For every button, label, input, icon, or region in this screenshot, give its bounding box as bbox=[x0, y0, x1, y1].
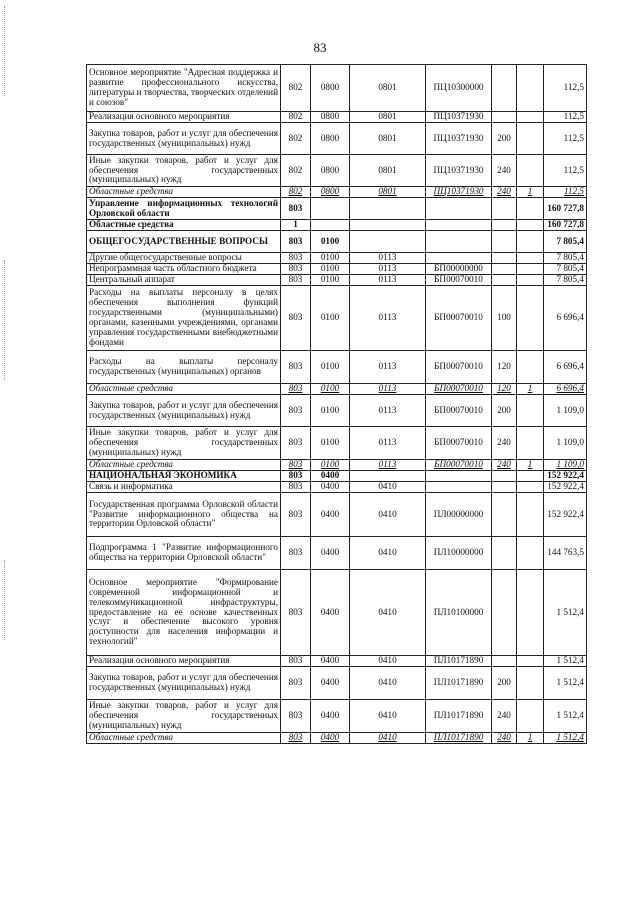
row-section-code: 0100 bbox=[311, 427, 350, 460]
row-funding-source bbox=[517, 667, 544, 700]
row-name: Центральный аппарат bbox=[87, 275, 281, 286]
row-expense-type: 200 bbox=[492, 123, 517, 155]
row-grbs-code: 803 bbox=[281, 482, 311, 493]
row-name: Основное мероприятие "Адресная поддержка и развитие профессионального искусства, литературы и творчества, творческих отделений и союзов" bbox=[87, 65, 281, 112]
row-grbs-code: 803 bbox=[281, 493, 311, 537]
row-subsection-code bbox=[350, 198, 426, 220]
row-subsection-code: 0410 bbox=[350, 493, 426, 537]
row-section-code: 0800 bbox=[311, 112, 350, 123]
row-name: Закупка товаров, работ и услуг для обеспечения государственных (муниципальных) нужд bbox=[87, 123, 281, 155]
row-expense-type: 120 bbox=[492, 384, 517, 395]
row-subsection-code: 0113 bbox=[350, 286, 426, 351]
table-row bbox=[87, 537, 587, 570]
row-section-code: 0400 bbox=[311, 656, 350, 667]
table-row bbox=[87, 493, 587, 537]
row-expense-type bbox=[492, 264, 517, 275]
row-name: Государственная программа Орловской области "Развитие информационного общества на территории Орловской области" bbox=[87, 493, 281, 537]
table-row bbox=[87, 667, 587, 700]
row-name: Иные закупки товаров, работ и услуг для обеспечения государственных (муниципальных) нужд bbox=[87, 700, 281, 733]
row-section-code: 0400 bbox=[311, 700, 350, 733]
row-name: Непрограммная часть областного бюджета bbox=[87, 264, 281, 275]
row-grbs-code: 803 bbox=[281, 471, 311, 482]
row-funding-source bbox=[517, 493, 544, 537]
row-grbs-code: 802 bbox=[281, 112, 311, 123]
row-target-article: ПЛ10171890 bbox=[426, 733, 492, 744]
row-section-code bbox=[311, 220, 350, 231]
row-grbs-code: 803 bbox=[281, 275, 311, 286]
row-name: Закупка товаров, работ и услуг для обеспечения государственных (муниципальных) нужд bbox=[87, 395, 281, 427]
row-grbs-code: 802 bbox=[281, 155, 311, 187]
table-row bbox=[87, 231, 587, 253]
row-amount: 7 805,4 bbox=[544, 275, 587, 286]
row-target-article bbox=[426, 482, 492, 493]
row-expense-type bbox=[492, 656, 517, 667]
row-funding-source bbox=[517, 537, 544, 570]
row-grbs-code: 803 bbox=[281, 286, 311, 351]
row-section-code: 0400 bbox=[311, 471, 350, 482]
row-amount: 1 512,4 bbox=[544, 700, 587, 733]
row-section-code: 0400 bbox=[311, 667, 350, 700]
row-amount: 112,5 bbox=[544, 123, 587, 155]
row-target-article: БП00070010 bbox=[426, 384, 492, 395]
row-target-article: БП00070010 bbox=[426, 351, 492, 384]
row-funding-source bbox=[517, 65, 544, 112]
margin-rule bbox=[4, 260, 6, 380]
row-target-article bbox=[426, 253, 492, 264]
row-amount: 144 763,5 bbox=[544, 537, 587, 570]
row-funding-source bbox=[517, 112, 544, 123]
row-name: НАЦИОНАЛЬНАЯ ЭКОНОМИКА bbox=[87, 471, 281, 482]
table-row bbox=[87, 65, 587, 112]
row-expense-type bbox=[492, 220, 517, 231]
row-section-code: 0100 bbox=[311, 231, 350, 253]
table-row bbox=[87, 384, 587, 395]
row-target-article: ПЛ10100000 bbox=[426, 570, 492, 656]
row-name: Иные закупки товаров, работ и услуг для обеспечения государственных (муниципальных) нужд bbox=[87, 155, 281, 187]
row-amount: 112,5 bbox=[544, 187, 587, 198]
row-name: Иные закупки товаров, работ и услуг для обеспечения государственных (муниципальных) нужд bbox=[87, 427, 281, 460]
row-amount: 7 805,4 bbox=[544, 231, 587, 253]
row-funding-source bbox=[517, 700, 544, 733]
row-subsection-code: 0113 bbox=[350, 460, 426, 471]
row-grbs-code: 803 bbox=[281, 656, 311, 667]
row-section-code: 0100 bbox=[311, 351, 350, 384]
row-grbs-code: 802 bbox=[281, 123, 311, 155]
row-target-article: БП00070010 bbox=[426, 427, 492, 460]
row-name: Областные средства bbox=[87, 733, 281, 744]
table-row bbox=[87, 482, 587, 493]
row-name: Расходы на выплаты персоналу государственных (муниципальных) органов bbox=[87, 351, 281, 384]
row-grbs-code: 803 bbox=[281, 264, 311, 275]
row-name: Областные средства bbox=[87, 187, 281, 198]
row-grbs-code: 803 bbox=[281, 395, 311, 427]
row-target-article: ПЛ00000000 bbox=[426, 493, 492, 537]
row-name: Связь и информатика bbox=[87, 482, 281, 493]
table-row bbox=[87, 351, 587, 384]
row-name: Другие общегосударственные вопросы bbox=[87, 253, 281, 264]
row-target-article: ПЛ10171890 bbox=[426, 656, 492, 667]
row-target-article bbox=[426, 231, 492, 253]
row-subsection-code: 0113 bbox=[350, 253, 426, 264]
row-funding-source bbox=[517, 286, 544, 351]
row-target-article: БП00070010 bbox=[426, 275, 492, 286]
row-grbs-code: 803 bbox=[281, 537, 311, 570]
row-grbs-code: 803 bbox=[281, 460, 311, 471]
row-grbs-code: 803 bbox=[281, 700, 311, 733]
row-subsection-code: 0113 bbox=[350, 275, 426, 286]
row-name: Расходы на выплаты персоналу в целях обеспечения выполнения функций государственными (муниципальными) органами, казенными учреждениями, органами управления государственными внебюджетными фондами bbox=[87, 286, 281, 351]
row-subsection-code: 0113 bbox=[350, 427, 426, 460]
row-subsection-code: 0410 bbox=[350, 733, 426, 744]
row-funding-source bbox=[517, 253, 544, 264]
table-row bbox=[87, 275, 587, 286]
row-amount: 160 727,8 bbox=[544, 220, 587, 231]
row-subsection-code: 0801 bbox=[350, 112, 426, 123]
row-expense-type: 240 bbox=[492, 460, 517, 471]
table-row bbox=[87, 198, 587, 220]
row-target-article bbox=[426, 198, 492, 220]
row-grbs-code: 803 bbox=[281, 253, 311, 264]
row-subsection-code: 0801 bbox=[350, 123, 426, 155]
row-grbs-code: 802 bbox=[281, 187, 311, 198]
row-expense-type: 240 bbox=[492, 187, 517, 198]
row-subsection-code: 0410 bbox=[350, 667, 426, 700]
row-subsection-code: 0410 bbox=[350, 482, 426, 493]
row-funding-source bbox=[517, 395, 544, 427]
table-row bbox=[87, 264, 587, 275]
row-funding-source: 1 bbox=[517, 460, 544, 471]
row-section-code: 0100 bbox=[311, 384, 350, 395]
row-target-article: ПЛ10171890 bbox=[426, 667, 492, 700]
row-funding-source bbox=[517, 482, 544, 493]
budget-table-body bbox=[87, 65, 587, 744]
row-funding-source bbox=[517, 220, 544, 231]
budget-table bbox=[86, 64, 587, 744]
row-target-article: ПЛ10000000 bbox=[426, 537, 492, 570]
row-section-code: 0100 bbox=[311, 275, 350, 286]
row-target-article: ПЦ10371930 bbox=[426, 187, 492, 198]
row-expense-type: 100 bbox=[492, 286, 517, 351]
row-funding-source bbox=[517, 427, 544, 460]
row-section-code: 0100 bbox=[311, 395, 350, 427]
row-expense-type: 240 bbox=[492, 733, 517, 744]
row-expense-type bbox=[492, 112, 517, 123]
row-amount: 1 512,4 bbox=[544, 656, 587, 667]
row-amount: 152 922,4 bbox=[544, 493, 587, 537]
row-funding-source: 1 bbox=[517, 187, 544, 198]
row-expense-type bbox=[492, 231, 517, 253]
row-amount: 1 512,4 bbox=[544, 570, 587, 656]
row-grbs-code: 803 bbox=[281, 570, 311, 656]
row-amount: 1 109,0 bbox=[544, 395, 587, 427]
row-amount: 6 696,4 bbox=[544, 351, 587, 384]
row-funding-source: 1 bbox=[517, 733, 544, 744]
row-amount: 112,5 bbox=[544, 112, 587, 123]
row-grbs-code: 1 bbox=[281, 220, 311, 231]
row-expense-type: 200 bbox=[492, 667, 517, 700]
row-target-article bbox=[426, 471, 492, 482]
row-name: Областные средства bbox=[87, 460, 281, 471]
row-subsection-code: 0113 bbox=[350, 384, 426, 395]
row-subsection-code: 0113 bbox=[350, 395, 426, 427]
row-grbs-code: 803 bbox=[281, 351, 311, 384]
row-subsection-code: 0410 bbox=[350, 656, 426, 667]
row-name: Закупка товаров, работ и услуг для обеспечения государственных (муниципальных) нужд bbox=[87, 667, 281, 700]
row-amount: 112,5 bbox=[544, 155, 587, 187]
row-amount: 1 109,0 bbox=[544, 427, 587, 460]
row-section-code: 0800 bbox=[311, 65, 350, 112]
row-subsection-code: 0410 bbox=[350, 700, 426, 733]
row-name: Реализация основного мероприятия bbox=[87, 112, 281, 123]
table-row bbox=[87, 656, 587, 667]
row-amount: 160 727,8 bbox=[544, 198, 587, 220]
row-amount: 152 922,4 bbox=[544, 471, 587, 482]
row-funding-source: 1 bbox=[517, 384, 544, 395]
table-row bbox=[87, 112, 587, 123]
row-amount: 7 805,4 bbox=[544, 253, 587, 264]
row-target-article: БП00070010 bbox=[426, 460, 492, 471]
row-section-code: 0400 bbox=[311, 570, 350, 656]
row-funding-source bbox=[517, 264, 544, 275]
row-amount: 6 696,4 bbox=[544, 384, 587, 395]
row-grbs-code: 802 bbox=[281, 65, 311, 112]
row-name: Основное мероприятие "Формирование современной информационной и телекоммуникационной инфраструктуры, предоставление на ее основе качественных услуг и обеспечение высокого уровня доступности для населения информации и технологий" bbox=[87, 570, 281, 656]
row-amount: 1 109,0 bbox=[544, 460, 587, 471]
row-expense-type bbox=[492, 537, 517, 570]
row-amount: 112,5 bbox=[544, 65, 587, 112]
row-section-code: 0800 bbox=[311, 187, 350, 198]
row-amount: 1 512,4 bbox=[544, 667, 587, 700]
row-expense-type bbox=[492, 198, 517, 220]
table-row bbox=[87, 187, 587, 198]
row-subsection-code: 0801 bbox=[350, 187, 426, 198]
row-target-article bbox=[426, 220, 492, 231]
table-row bbox=[87, 471, 587, 482]
table-row bbox=[87, 460, 587, 471]
row-section-code: 0400 bbox=[311, 733, 350, 744]
row-expense-type bbox=[492, 493, 517, 537]
row-expense-type: 120 bbox=[492, 351, 517, 384]
row-subsection-code bbox=[350, 220, 426, 231]
row-funding-source bbox=[517, 275, 544, 286]
row-funding-source bbox=[517, 656, 544, 667]
row-section-code: 0800 bbox=[311, 155, 350, 187]
row-grbs-code: 803 bbox=[281, 231, 311, 253]
row-grbs-code: 803 bbox=[281, 427, 311, 460]
row-grbs-code: 803 bbox=[281, 198, 311, 220]
table-row bbox=[87, 123, 587, 155]
row-section-code: 0100 bbox=[311, 253, 350, 264]
row-name: Подпрограмма 1 "Развитие информационного общества на территории Орловской области" bbox=[87, 537, 281, 570]
row-funding-source bbox=[517, 231, 544, 253]
row-name: ОБЩЕГОСУДАРСТВЕННЫЕ ВОПРОСЫ bbox=[87, 231, 281, 253]
row-name: Областные средства bbox=[87, 220, 281, 231]
row-amount: 152 922,4 bbox=[544, 482, 587, 493]
row-expense-type bbox=[492, 275, 517, 286]
row-section-code: 0100 bbox=[311, 286, 350, 351]
row-subsection-code bbox=[350, 231, 426, 253]
row-amount: 1 512,4 bbox=[544, 733, 587, 744]
row-section-code: 0800 bbox=[311, 123, 350, 155]
row-target-article: ПЛ10171890 bbox=[426, 700, 492, 733]
row-section-code: 0400 bbox=[311, 493, 350, 537]
row-expense-type bbox=[492, 253, 517, 264]
row-target-article: ПЦ10300000 bbox=[426, 65, 492, 112]
row-expense-type bbox=[492, 482, 517, 493]
row-expense-type bbox=[492, 471, 517, 482]
row-section-code: 0100 bbox=[311, 264, 350, 275]
row-name: Реализация основного мероприятия bbox=[87, 656, 281, 667]
row-expense-type: 240 bbox=[492, 155, 517, 187]
row-expense-type bbox=[492, 65, 517, 112]
margin-rule bbox=[4, 560, 6, 640]
row-target-article: БП00000000 bbox=[426, 264, 492, 275]
page-number: 83 bbox=[313, 40, 327, 55]
row-section-code: 0400 bbox=[311, 537, 350, 570]
table-row bbox=[87, 395, 587, 427]
row-section-code: 0400 bbox=[311, 482, 350, 493]
row-funding-source bbox=[517, 570, 544, 656]
row-amount: 7 805,4 bbox=[544, 264, 587, 275]
row-section-code bbox=[311, 198, 350, 220]
row-funding-source bbox=[517, 471, 544, 482]
row-expense-type: 240 bbox=[492, 427, 517, 460]
table-row bbox=[87, 220, 587, 231]
row-funding-source bbox=[517, 351, 544, 384]
row-expense-type bbox=[492, 570, 517, 656]
row-name: Областные средства bbox=[87, 384, 281, 395]
row-name: Управление информационных технологий Орловской области bbox=[87, 198, 281, 220]
table-row bbox=[87, 155, 587, 187]
table-row bbox=[87, 700, 587, 733]
table-row bbox=[87, 286, 587, 351]
row-funding-source bbox=[517, 123, 544, 155]
row-expense-type: 240 bbox=[492, 700, 517, 733]
row-grbs-code: 803 bbox=[281, 384, 311, 395]
row-subsection-code: 0801 bbox=[350, 65, 426, 112]
row-target-article: ПЦ10371930 bbox=[426, 123, 492, 155]
row-subsection-code: 0410 bbox=[350, 570, 426, 656]
table-row bbox=[87, 570, 587, 656]
table-row bbox=[87, 253, 587, 264]
row-target-article: ПЦ10371930 bbox=[426, 155, 492, 187]
row-amount: 6 696,4 bbox=[544, 286, 587, 351]
row-subsection-code: 0801 bbox=[350, 155, 426, 187]
row-funding-source bbox=[517, 155, 544, 187]
table-row bbox=[87, 733, 587, 744]
row-section-code: 0100 bbox=[311, 460, 350, 471]
table-row bbox=[87, 427, 587, 460]
row-target-article: БП00070010 bbox=[426, 395, 492, 427]
row-subsection-code: 0113 bbox=[350, 351, 426, 384]
row-grbs-code: 803 bbox=[281, 733, 311, 744]
row-grbs-code: 803 bbox=[281, 667, 311, 700]
row-funding-source bbox=[517, 198, 544, 220]
row-subsection-code bbox=[350, 471, 426, 482]
row-subsection-code: 0113 bbox=[350, 264, 426, 275]
row-target-article: ПЦ10371930 bbox=[426, 112, 492, 123]
row-target-article: БП00070010 bbox=[426, 286, 492, 351]
row-subsection-code: 0410 bbox=[350, 537, 426, 570]
row-expense-type: 200 bbox=[492, 395, 517, 427]
